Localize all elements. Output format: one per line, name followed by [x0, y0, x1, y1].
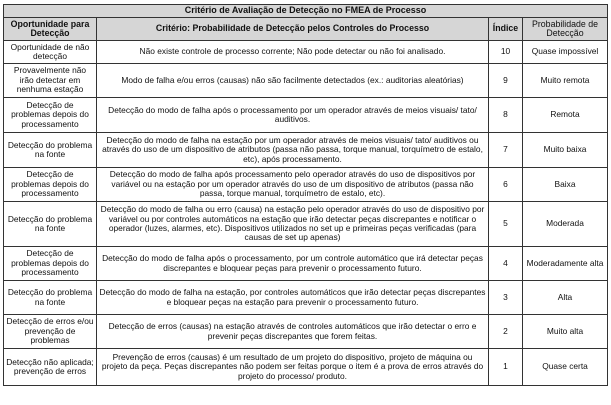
cell-opportunity: Provavelmente não irão detectar em nenhuma estação — [4, 64, 97, 98]
cell-criterion: Detecção do modo de falha após processamento pelo operador através do uso de dispositivos por variável ou na estação por um operador através do uso de um dispositivo de atributos (passa não passa, torque manual, torquímetro de estalo, etc). — [97, 168, 489, 202]
cell-probability: Moderada — [523, 202, 608, 247]
cell-criterion: Detecção de erros (causas) na estação através de controles automáticos que irão detectar o erro e prevenir peças discrepantes que forem feitas. — [97, 315, 489, 349]
table-row — [4, 41, 608, 64]
cell-opportunity: Detecção não aplicada; prevenção de erros — [4, 349, 97, 386]
cell-opportunity: Detecção do problema na fonte — [4, 281, 97, 315]
cell-index: 4 — [489, 247, 523, 281]
table-row — [4, 349, 608, 386]
cell-index: 10 — [489, 41, 523, 64]
table-row — [4, 281, 608, 315]
cell-probability: Muito remota — [523, 64, 608, 98]
header-index: Índice — [489, 18, 523, 41]
cell-probability: Quase certa — [523, 349, 608, 386]
table-row — [4, 133, 608, 168]
cell-probability: Alta — [523, 281, 608, 315]
cell-probability: Remota — [523, 98, 608, 133]
table-header-row — [4, 18, 608, 41]
table-title-row — [4, 5, 608, 18]
cell-opportunity: Detecção de problemas depois do processamento — [4, 168, 97, 202]
fmea-detection-table-container — [3, 4, 607, 386]
cell-index: 3 — [489, 281, 523, 315]
cell-index: 8 — [489, 98, 523, 133]
header-criterion: Critério: Probabilidade de Detecção pelos Controles do Processo — [97, 18, 489, 41]
cell-criterion: Detecção do modo de falha após o processamento por um operador através de meios visuais/ tato/ auditivos. — [97, 98, 489, 133]
header-opportunity: Oportunidade para Detecção — [4, 18, 97, 41]
table-row — [4, 202, 608, 247]
cell-criterion: Modo de falha e/ou erros (causas) não são facilmente detectados (ex.: auditorias aleatórias) — [97, 64, 489, 98]
cell-probability: Muito baixa — [523, 133, 608, 168]
cell-index: 7 — [489, 133, 523, 168]
cell-opportunity: Detecção do problema na fonte — [4, 133, 97, 168]
cell-criterion: Não existe controle de processo corrente; Não pode detectar ou não foi analisado. — [97, 41, 489, 64]
table-row — [4, 315, 608, 349]
table-row — [4, 247, 608, 281]
cell-probability: Moderadamente alta — [523, 247, 608, 281]
cell-probability: Baixa — [523, 168, 608, 202]
cell-probability: Quase impossível — [523, 41, 608, 64]
fmea-detection-table — [3, 4, 608, 386]
table-row — [4, 168, 608, 202]
cell-probability: Muito alta — [523, 315, 608, 349]
cell-index: 9 — [489, 64, 523, 98]
cell-criterion: Detecção do modo de falha após o processamento, por um controle automático que irá detectar peças discrepantes e bloquear peças para prevenir o processamento futuro. — [97, 247, 489, 281]
cell-opportunity: Detecção de problemas depois do processamento — [4, 98, 97, 133]
cell-index: 6 — [489, 168, 523, 202]
cell-criterion: Prevenção de erros (causas) é um resultado de um projeto do dispositivo, projeto de máquina ou projeto da peça. Peças discrepantes não podem ser feitas porque o item é a prova de erros através do projeto do processo/ produto. — [97, 349, 489, 386]
cell-index: 2 — [489, 315, 523, 349]
cell-criterion: Detecção do modo de falha na estação por um operador através de meios visuais/ tato/ auditivos ou através do uso de um dispositivo de atributos (passa não passa, torque manual, torquímetro de estalo, etc), após processamento. — [97, 133, 489, 168]
cell-criterion: Detecção do modo de falha na estação, por controles automáticos que irão detectar peças discrepantes e bloquear peças na estação para prevenir o processamento futuro. — [97, 281, 489, 315]
cell-index: 1 — [489, 349, 523, 386]
cell-opportunity: Detecção de erros e/ou prevenção de problemas — [4, 315, 97, 349]
table-row — [4, 98, 608, 133]
cell-criterion: Detecção do modo de falha ou erro (causa) na estação pelo operador através do uso de dispositivo por variável ou por controles automáticos na estação que irão detectar peças discrepantes e notificar o operador (luzes, alarmes, etc). Dispositivos utilizados no set up e primeiras peças verificadas (para causas de set up apenas) — [97, 202, 489, 247]
table-title: Critério de Avaliação de Detecção no FMEA de Processo — [4, 5, 608, 18]
cell-opportunity: Oportunidade de não detecção — [4, 41, 97, 64]
header-probability: Probabilidade de Detecção — [523, 18, 608, 41]
cell-opportunity: Detecção de problemas depois do processamento — [4, 247, 97, 281]
cell-opportunity: Detecção do problema na fonte — [4, 202, 97, 247]
table-row — [4, 64, 608, 98]
cell-index: 5 — [489, 202, 523, 247]
